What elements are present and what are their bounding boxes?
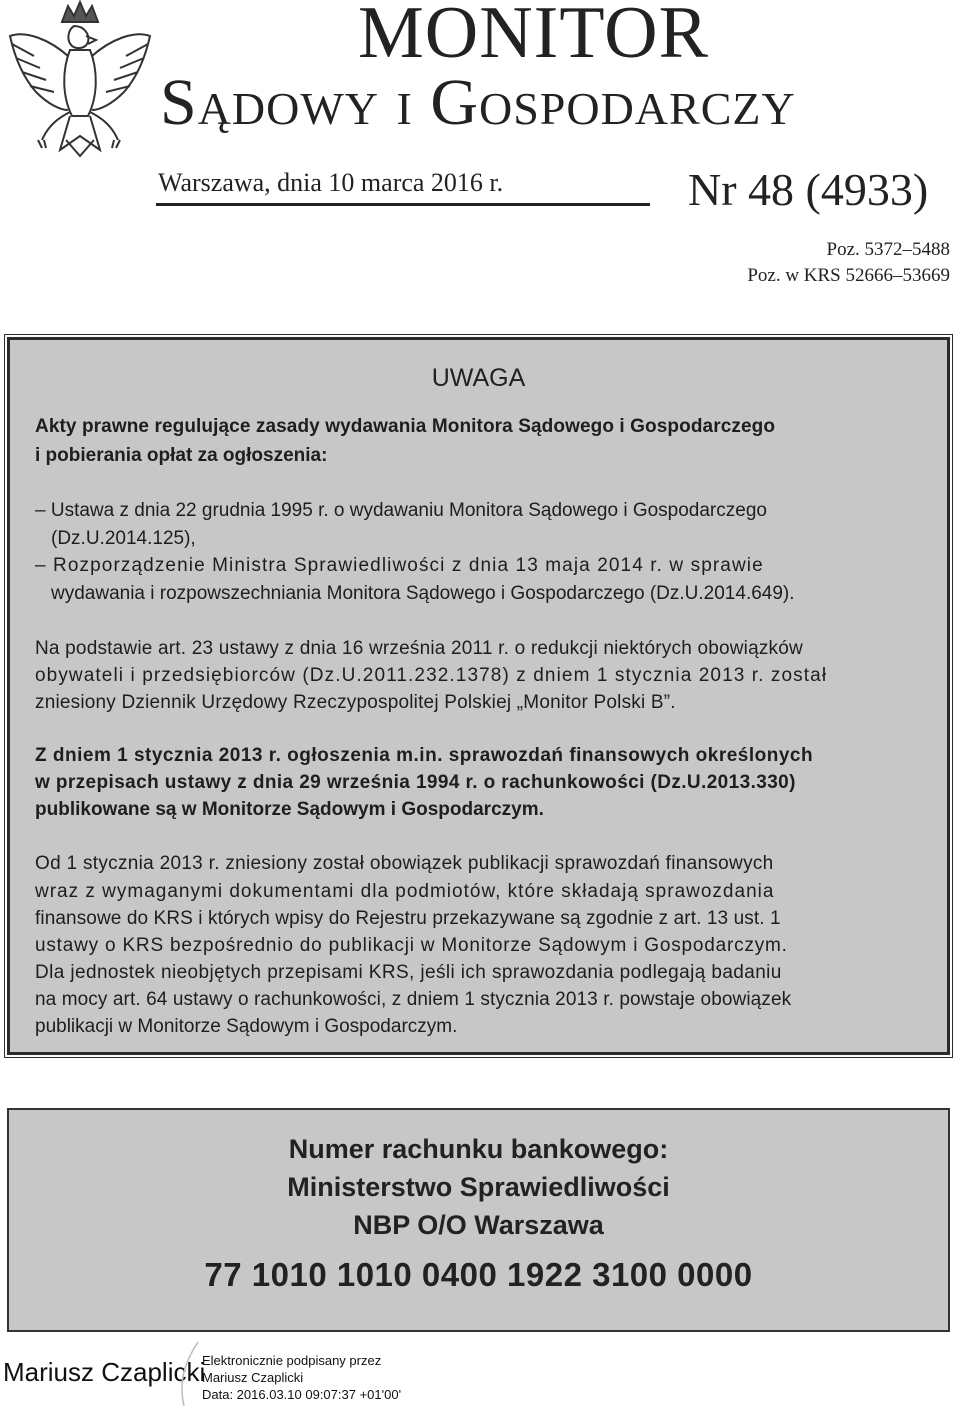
notice-paragraph-line: obywateli i przedsiębiorców (Dz.U.2011.232.1378) z dniem 1 stycznia 2013 r. został — [35, 665, 828, 686]
issue-number: Nr 48 (4933) — [688, 164, 929, 215]
bank-account-box — [7, 1108, 950, 1332]
signature-line: Mariusz Czaplicki — [202, 1370, 304, 1385]
legal-act-item: (Dz.U.2014.125), — [51, 528, 196, 549]
notice-paragraph-line: Na podstawie art. 23 ustawy z dnia 16 września 2011 r. o redukcji niektórych obowiązków — [35, 638, 803, 659]
bank-recipient: Ministerstwo Sprawiedliwości — [287, 1172, 670, 1202]
notice-intro-line: i pobierania opłat za ogłoszenia: — [35, 445, 328, 466]
krs-position-range: Poz. w KRS 52666–53669 — [747, 265, 950, 286]
notice-paragraph-line: Od 1 stycznia 2013 r. zniesiony został obowiązek publikacji sprawozdań finansowych — [35, 853, 774, 874]
legal-act-item: – Ustawa z dnia 22 grudnia 1995 r. o wydawaniu Monitora Sądowego i Gospodarczego — [35, 500, 767, 521]
signature-line: Data: 2016.03.10 09:07:37 +01'00' — [202, 1387, 402, 1402]
notice-bold-line: publikowane są w Monitorze Sądowym i Gospodarczym. — [35, 799, 544, 820]
notice-heading: UWAGA — [431, 364, 526, 392]
issue-date: Warszawa, dnia 10 marca 2016 r. — [158, 168, 504, 197]
notice-box — [7, 337, 950, 1055]
digital-signature-info — [202, 1352, 401, 1403]
notice-paragraph-line: Dla jednostek nieobjętych przepisami KRS, jeśli ich sprawozdania podlegają badaniu — [35, 962, 782, 983]
notice-paragraph-line: wraz z wymaganymi dokumentami dla podmiotów, które składają sprawozdania — [35, 881, 775, 902]
notice-paragraph-line: na mocy art. 64 ustawy o rachunkowości, z dniem 1 stycznia 2013 r. powstaje obowiązek — [35, 989, 792, 1010]
legal-act-item: – Rozporządzenie Ministra Sprawiedliwości z dnia 13 maja 2014 r. w sprawie — [35, 555, 764, 576]
notice-paragraph-line: finansowe do KRS i których wpisy do Rejestru przekazywane są zgodnie z art. 13 ust. 1 — [35, 908, 781, 929]
notice-paragraph-line: zniesiony Dziennik Urzędowy Rzeczypospolitej Polskiej „Monitor Polski B”. — [35, 692, 676, 713]
date-underline-divider — [156, 203, 650, 206]
position-range: Poz. 5372–5488 — [826, 239, 950, 260]
notice-bold-line: Z dniem 1 stycznia 2013 r. ogłoszenia m.in. sprawozdań finansowych określonych — [35, 745, 814, 766]
signer-name: Mariusz Czaplicki — [3, 1357, 206, 1387]
masthead-title-monitor: MONITOR — [358, 0, 709, 74]
notice-paragraph-line: ustawy o KRS bezpośrednio do publikacji w Monitorze Sądowym i Gospodarczym. — [35, 935, 788, 956]
notice-paragraph-line: publikacji w Monitorze Sądowym i Gospodarczym. — [35, 1016, 458, 1037]
bank-account-number: 77 1010 1010 0400 1922 3100 0000 — [204, 1256, 753, 1293]
bank-heading: Numer rachunku bankowego: — [288, 1134, 669, 1164]
bank-branch: NBP O/O Warszawa — [353, 1210, 604, 1240]
notice-bold-line: w przepisach ustawy z dnia 29 września 1994 r. o rachunkowości (Dz.U.2013.330) — [35, 772, 796, 793]
polish-eagle-emblem-icon — [0, 0, 160, 170]
signature-line: Elektronicznie podpisany przez — [202, 1353, 382, 1368]
masthead-title-subtitle: Sądowy i Gospodarczy — [160, 66, 796, 139]
notice-intro-line: Akty prawne regulujące zasady wydawania Monitora Sądowego i Gospodarczego — [35, 416, 776, 437]
legal-act-item: wydawania i rozpowszechniania Monitora Sądowego i Gospodarczego (Dz.U.2014.649). — [51, 583, 795, 604]
